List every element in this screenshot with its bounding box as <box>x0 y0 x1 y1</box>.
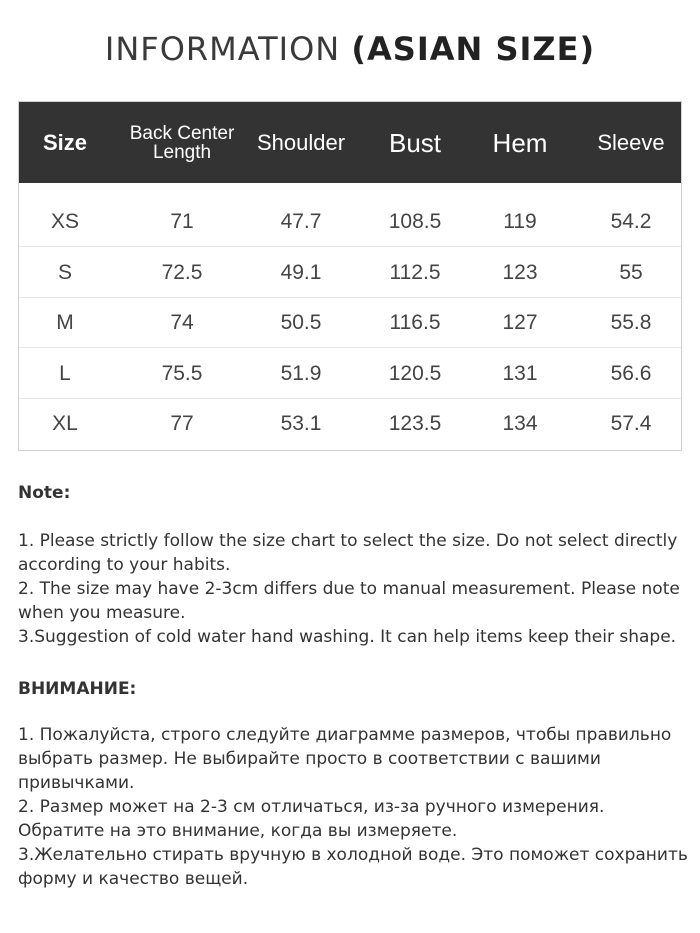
cell-shoulder: 47.7 <box>280 210 322 233</box>
table-row <box>19 197 681 247</box>
note-line: when you measure. <box>18 603 186 623</box>
cell-hem: 131 <box>502 362 538 385</box>
note-line-ru: 2. Размер может на 2-3 см отличаться, из-за ручного измерения. <box>18 797 605 817</box>
note-heading-ru: ВНИМАНИЕ: <box>18 679 137 699</box>
note-line-ru: форму и качество вещей. <box>18 869 249 889</box>
table-row <box>19 349 681 399</box>
table-header <box>19 102 681 183</box>
cell-hem: 123 <box>502 261 538 284</box>
header-size: Size <box>42 129 88 155</box>
russian-note <box>18 679 688 891</box>
cell-sleeve: 54.2 <box>610 210 652 233</box>
cell-hem: 119 <box>503 210 537 233</box>
note-line: 2. The size may have 2-3cm differs due to manual measurement. Please note <box>18 579 680 599</box>
cell-back-center-length: 75.5 <box>161 362 203 385</box>
note-line: according to your habits. <box>18 555 231 575</box>
note-line-ru: выбрать размер. Не выбирайте просто в соответствии с вашими <box>18 749 601 769</box>
cell-size: XS <box>50 210 79 233</box>
note-heading: Note: <box>18 483 71 503</box>
cell-shoulder: 49.1 <box>280 261 322 284</box>
note-line-ru: 3.Желательно стирать вручную в холодной воде. Это поможет сохранить <box>18 845 688 865</box>
note-line-ru: 1. Пожалуйста, строго следуйте диаграмме размеров, чтобы правильно <box>18 725 672 745</box>
cell-bust: 108.5 <box>388 210 442 233</box>
english-note <box>18 483 688 649</box>
header-shoulder: Shoulder <box>256 129 346 155</box>
note-line-ru: привычками. <box>18 773 135 793</box>
cell-hem: 127 <box>502 311 538 334</box>
cell-sleeve: 56.6 <box>610 362 652 385</box>
cell-sleeve: 57.4 <box>610 412 652 435</box>
cell-back-center-length: 77 <box>170 412 194 435</box>
page-title <box>0 30 700 68</box>
header-bust: Bust <box>388 127 442 158</box>
header-sleeve: Sleeve <box>597 129 665 155</box>
note-line-ru: Обратите на это внимание, когда вы измеряете. <box>18 821 458 841</box>
cell-back-center-length: 72.5 <box>161 261 203 284</box>
note-line: 3.Suggestion of cold water hand washing. It can help items keep their shape. <box>18 627 677 647</box>
title-light: INFORMATION <box>104 30 341 68</box>
header-hem: Hem <box>492 127 548 158</box>
cell-bust: 120.5 <box>388 362 442 385</box>
cell-sleeve: 55 <box>619 261 643 284</box>
table-row <box>19 248 681 298</box>
cell-bust: 123.5 <box>388 412 442 435</box>
cell-shoulder: 50.5 <box>280 311 322 334</box>
cell-back-center-length: 74 <box>170 311 194 334</box>
table-row <box>19 298 681 348</box>
table-row <box>19 399 681 449</box>
title-bold: (ASIAN SIZE) <box>351 30 596 68</box>
cell-bust: 116.5 <box>389 311 441 334</box>
cell-size: L <box>59 362 71 385</box>
cell-size: M <box>56 311 74 334</box>
cell-shoulder: 51.9 <box>280 362 322 385</box>
note-line: 1. Please strictly follow the size chart to select the size. Do not select directly <box>18 531 678 551</box>
cell-back-center-length: 71 <box>170 210 194 233</box>
cell-size: XL <box>52 412 78 435</box>
cell-hem: 134 <box>502 412 538 435</box>
cell-bust: 112.5 <box>389 261 441 284</box>
cell-sleeve: 55.8 <box>610 311 652 334</box>
cell-shoulder: 53.1 <box>280 412 322 435</box>
header-back-center-length: Back Center Length <box>129 122 235 163</box>
size-table <box>18 101 682 451</box>
cell-size: S <box>57 261 72 284</box>
